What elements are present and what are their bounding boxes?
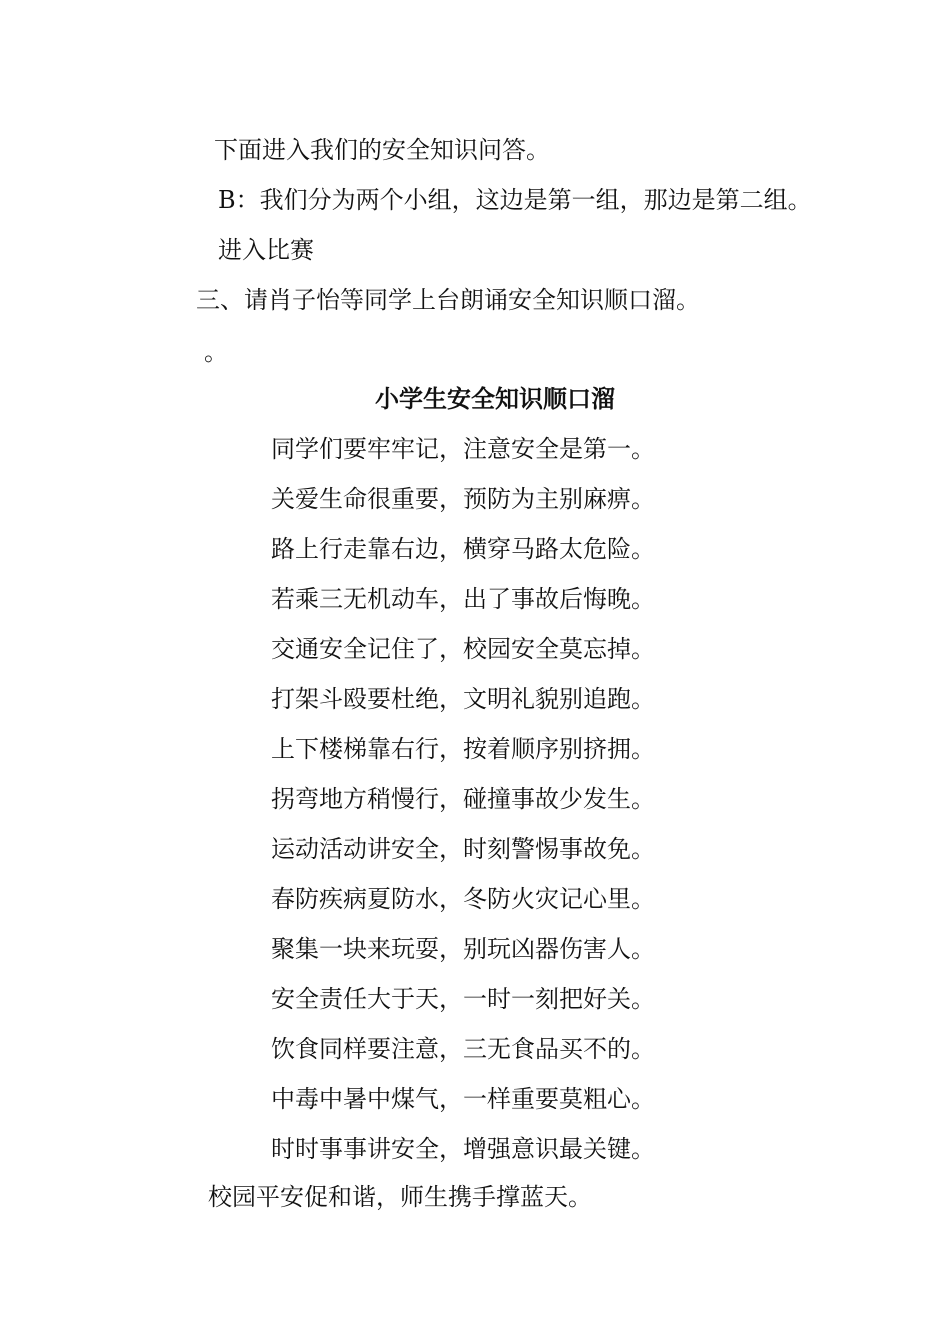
poem-line: 关爱生命很重要，预防为主别麻痹。	[271, 485, 655, 513]
poem-line: 交通安全记住了，校园安全莫忘掉。	[271, 635, 655, 663]
poem-line: 路上行走靠右边，横穿马路太危险。	[271, 535, 655, 563]
poem-line: 时时事事讲安全，增强意识最关键。	[271, 1135, 655, 1163]
stray-period: 。	[204, 338, 228, 366]
poem-line: 安全责任大于天，一时一刻把好关。	[271, 985, 655, 1013]
poem-line: 中毒中暑中煤气，一样重要莫粗心。	[271, 1085, 655, 1113]
intro-line-groups: B：我们分为两个小组，这边是第一组，那边是第二组。	[218, 186, 812, 214]
poem-title: 小学生安全知识顺口溜	[375, 384, 615, 413]
poem-line: 春防疾病夏防水，冬防火灾记心里。	[271, 885, 655, 913]
poem-line: 打架斗殴要杜绝，文明礼貌别追跑。	[271, 685, 655, 713]
poem-line: 饮食同样要注意，三无食品买不的。	[271, 1035, 655, 1063]
poem-closing-line: 校园平安促和谐，师生携手撑蓝天。	[208, 1183, 592, 1211]
intro-line-quiz: 下面进入我们的安全知识问答。	[214, 136, 550, 164]
poem-line: 若乘三无机动车，出了事故后悔晚。	[271, 585, 655, 613]
poem-line: 运动活动讲安全，时刻警惕事故免。	[271, 835, 655, 863]
poem-lines	[271, 434, 655, 1184]
poem-line: 聚集一块来玩耍，别玩凶器伤害人。	[271, 935, 655, 963]
poem-line: 同学们要牢牢记，注意安全是第一。	[271, 435, 655, 463]
section-heading: 三、请肖子怡等同学上台朗诵安全知识顺口溜。	[196, 286, 700, 314]
poem-line: 拐弯地方稍慢行，碰撞事故少发生。	[271, 785, 655, 813]
poem-line: 上下楼梯靠右行，按着顺序别挤拥。	[271, 735, 655, 763]
intro-line-start: 进入比赛	[218, 236, 314, 264]
